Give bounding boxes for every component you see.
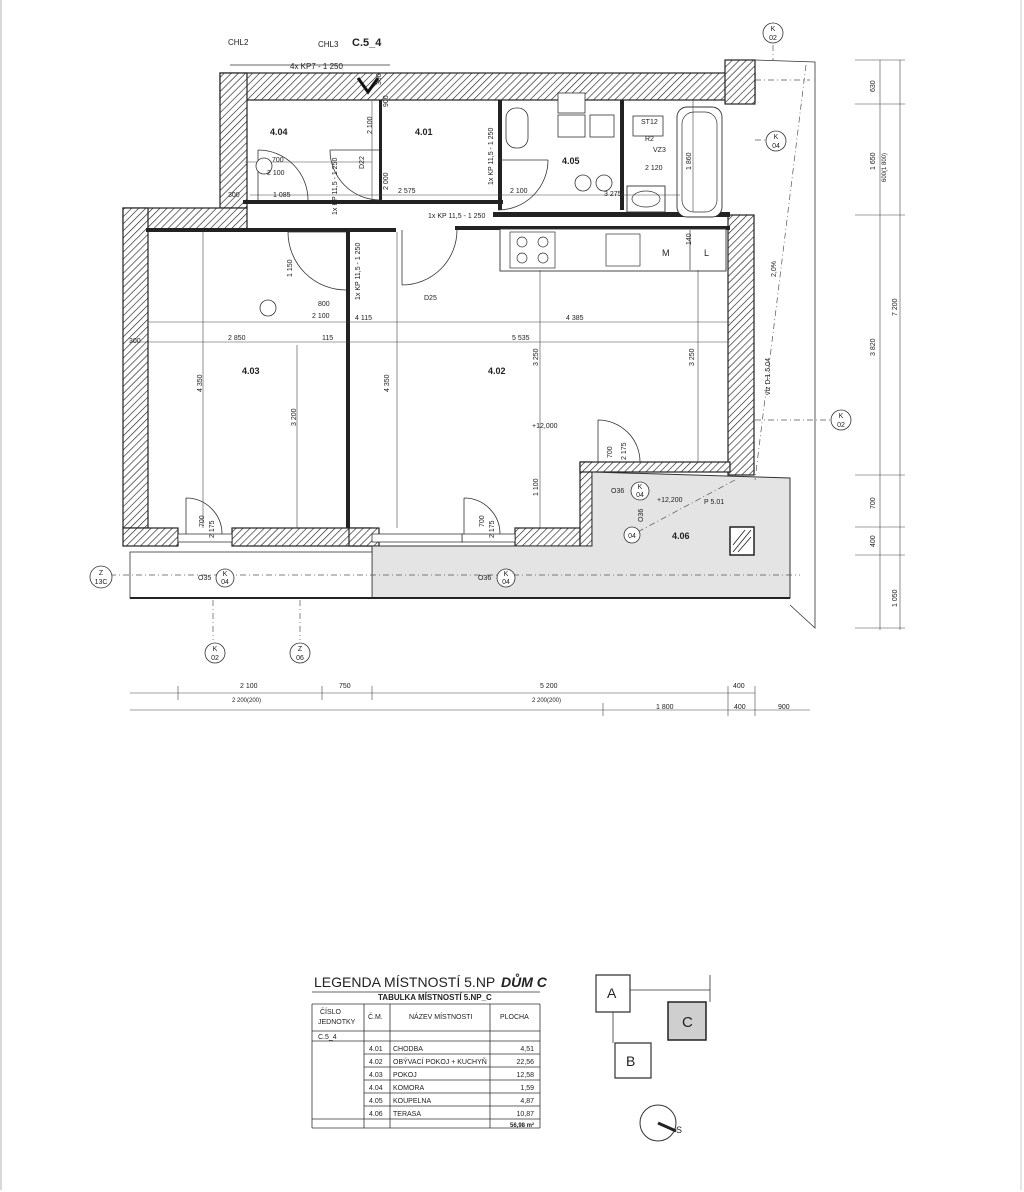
col-unit-2: JEDNOTKY	[318, 1019, 356, 1026]
svg-text:04: 04	[772, 143, 780, 150]
dim-r-6: 400	[870, 535, 877, 547]
dim-i-34: 300	[376, 73, 383, 85]
dim-b1-sub-1: 2 200(200)	[532, 698, 562, 704]
dim-b1-sub-0: 2 200(200)	[232, 698, 262, 704]
col-num: Č.M.	[368, 1014, 383, 1021]
dim-i-17: 1 085	[273, 192, 291, 199]
elevation-2: +12,200	[657, 497, 683, 504]
dim-r-7: 1 050	[892, 589, 899, 607]
room-legend	[312, 972, 548, 1129]
dim-i-21: 2 100	[312, 313, 330, 320]
note-st12: ST12	[641, 119, 658, 126]
dim-i-3: 4 385	[566, 315, 584, 322]
room-4-05: 4.05	[562, 156, 580, 166]
svg-text:04: 04	[221, 579, 229, 586]
north-label: S	[676, 1125, 683, 1135]
dim-i-33: 300	[228, 192, 240, 199]
svg-text:K: K	[503, 571, 509, 578]
door-tag-d25: D25	[424, 295, 437, 302]
legend-total: 56,98 m²	[509, 1123, 534, 1129]
svg-text:22,56: 22,56	[516, 1059, 534, 1066]
room-4-04: 4.04	[270, 127, 288, 137]
note-l: L	[704, 248, 710, 258]
note-vz3: VZ3	[653, 147, 666, 154]
dim-i-9: 3 250	[689, 348, 696, 366]
dim-i-16: 1 860	[686, 152, 693, 170]
dim-i-22: 1 150	[287, 259, 294, 277]
dim-i-29: 700	[607, 446, 614, 458]
note-m: M	[662, 248, 670, 258]
legend-title: LEGENDA MÍSTNOSTÍ 5.NP	[314, 974, 496, 990]
dim-i-26: 2 175	[209, 520, 216, 538]
note-slope: 2,0%	[771, 261, 778, 277]
col-area: PLOCHA	[500, 1014, 529, 1021]
dim-b2-0: 1 800	[656, 704, 674, 711]
svg-text:04: 04	[628, 533, 636, 540]
dim-r-3: 7 200	[892, 298, 899, 316]
dim-r-5: 700	[870, 497, 877, 509]
svg-text:02: 02	[769, 35, 777, 42]
door-tag-o36-a: O36	[478, 575, 492, 582]
svg-text:4.06: 4.06	[369, 1111, 383, 1118]
door-tag-o36-c: O36	[638, 508, 645, 522]
svg-text:CHODBA: CHODBA	[393, 1046, 423, 1053]
note-kp-4: 1x KP 11,5 - 1 250	[488, 127, 495, 185]
unit-label: C.5_4	[318, 1034, 337, 1041]
top-note: 4x KP7 - 1 250	[290, 62, 343, 71]
svg-text:12,58: 12,58	[516, 1072, 534, 1079]
svg-text:TERASA: TERASA	[393, 1111, 422, 1118]
key-plan	[596, 975, 710, 1141]
svg-text:POKOJ: POKOJ	[393, 1072, 417, 1079]
dim-i-13: 2 100	[510, 188, 528, 195]
dim-i-4: 4 115	[355, 315, 372, 322]
svg-text:04: 04	[636, 492, 644, 499]
dim-i-10: 1 100	[533, 478, 540, 496]
svg-text:02: 02	[211, 655, 219, 662]
svg-text:KOMORA: KOMORA	[393, 1085, 425, 1092]
note-kp-2: 1x KP 11,5 - 1 250	[332, 157, 339, 215]
dim-r-2: 600(1 800)	[882, 152, 888, 182]
dim-i-14: 2 120	[645, 165, 663, 172]
note-kp-3: 1x KP 11,5 - 1 250	[355, 242, 362, 300]
svg-text:10,87: 10,87	[516, 1111, 534, 1118]
door-tag-o36-b: O36	[611, 488, 625, 495]
dim-b2-1: 400	[734, 704, 746, 711]
building-b: B	[626, 1053, 636, 1069]
dim-i-12: 2 000	[383, 172, 390, 190]
dim-b1-3: 400	[733, 683, 745, 690]
svg-text:Z: Z	[98, 570, 104, 577]
legend-row	[312, 1111, 540, 1119]
note-viz: viz D.1.5.04	[765, 358, 772, 395]
dim-i-28: 2 175	[489, 520, 496, 538]
marker-chl2: CHL2	[228, 38, 249, 47]
svg-text:06: 06	[296, 655, 304, 662]
dim-i-32: 300	[129, 338, 141, 345]
svg-text:K: K	[637, 484, 643, 491]
room-4-02: 4.02	[488, 366, 506, 376]
svg-text:K: K	[770, 26, 776, 33]
dim-r-4: 3 820	[870, 338, 877, 356]
svg-text:OBÝVACÍ POKOJ + KUCHYŇ: OBÝVACÍ POKOJ + KUCHYŇ	[393, 1059, 487, 1066]
dim-b1-2: 5 200	[540, 683, 558, 690]
note-p501: P 5.01	[704, 499, 725, 506]
svg-text:4.02: 4.02	[369, 1059, 383, 1066]
dim-i-30: 2 175	[621, 442, 628, 460]
dim-i-7: 4 350	[384, 374, 391, 392]
dim-b2-2: 900	[778, 704, 790, 711]
svg-text:K: K	[222, 571, 228, 578]
dim-b1-0: 2 100	[240, 683, 258, 690]
note-kp-1: 1x KP 11,5 - 1 250	[428, 213, 486, 220]
elevation-1: +12,000	[532, 423, 558, 430]
svg-text:4,51: 4,51	[520, 1046, 534, 1053]
svg-text:4.04: 4.04	[369, 1085, 383, 1092]
svg-text:4.01: 4.01	[369, 1046, 383, 1053]
dim-i-1: 115	[322, 335, 334, 342]
svg-text:02: 02	[837, 422, 845, 429]
svg-text:13C: 13C	[94, 579, 108, 586]
dim-i-0: 2 850	[228, 335, 246, 342]
dim-i-18: 700	[272, 157, 284, 164]
svg-text:KOUPELNA: KOUPELNA	[393, 1098, 432, 1105]
svg-text:04: 04	[502, 579, 510, 586]
svg-text:4.05: 4.05	[369, 1098, 383, 1105]
svg-text:K: K	[773, 134, 779, 141]
dim-b1-1: 750	[339, 683, 351, 690]
dim-r-1: 1 650	[870, 152, 877, 170]
door-tag-d22: D22	[359, 156, 366, 169]
door-tag-o35: O35	[198, 575, 212, 582]
unit-code: C.5_4	[352, 37, 382, 49]
room-4-06: 4.06	[672, 531, 690, 541]
dim-i-19: 2 100	[267, 170, 285, 177]
building-a: A	[607, 985, 617, 1001]
dim-i-2: 5 535	[512, 335, 530, 342]
marker-chl3: CHL3	[318, 40, 339, 49]
dim-i-24: 2 100	[367, 116, 374, 134]
dim-i-25: 700	[199, 515, 206, 527]
svg-text:K: K	[838, 413, 844, 420]
legend-title-house: DŮM C	[501, 974, 547, 990]
col-unit-1: ČÍSLO	[320, 1009, 342, 1016]
svg-text:4.03: 4.03	[369, 1072, 383, 1079]
room-4-01: 4.01	[415, 127, 433, 137]
dim-r-0: 630	[870, 80, 877, 92]
dim-i-23: 900	[383, 95, 390, 107]
dim-i-8: 3 250	[533, 348, 540, 366]
col-name: NÁZEV MÍSTNOSTI	[409, 1014, 473, 1021]
dim-i-5: 4 350	[197, 374, 204, 392]
dim-i-15: 3 275	[604, 191, 622, 198]
dim-i-27: 700	[479, 515, 486, 527]
dim-i-6: 3 200	[291, 408, 298, 426]
svg-text:4,87: 4,87	[520, 1098, 534, 1105]
dim-i-11: 2 575	[398, 188, 416, 195]
dim-i-31: 140	[686, 233, 693, 245]
building-c: C	[682, 1014, 693, 1031]
svg-text:Z: Z	[297, 646, 303, 653]
legend-subtitle: TABULKA MÍSTNOSTÍ 5.NP_C	[378, 993, 492, 1002]
svg-text:1,59: 1,59	[520, 1085, 534, 1092]
room-4-03: 4.03	[242, 366, 260, 376]
dim-i-20: 800	[318, 301, 330, 308]
note-r2: R2	[645, 136, 654, 143]
svg-text:K: K	[212, 646, 218, 653]
